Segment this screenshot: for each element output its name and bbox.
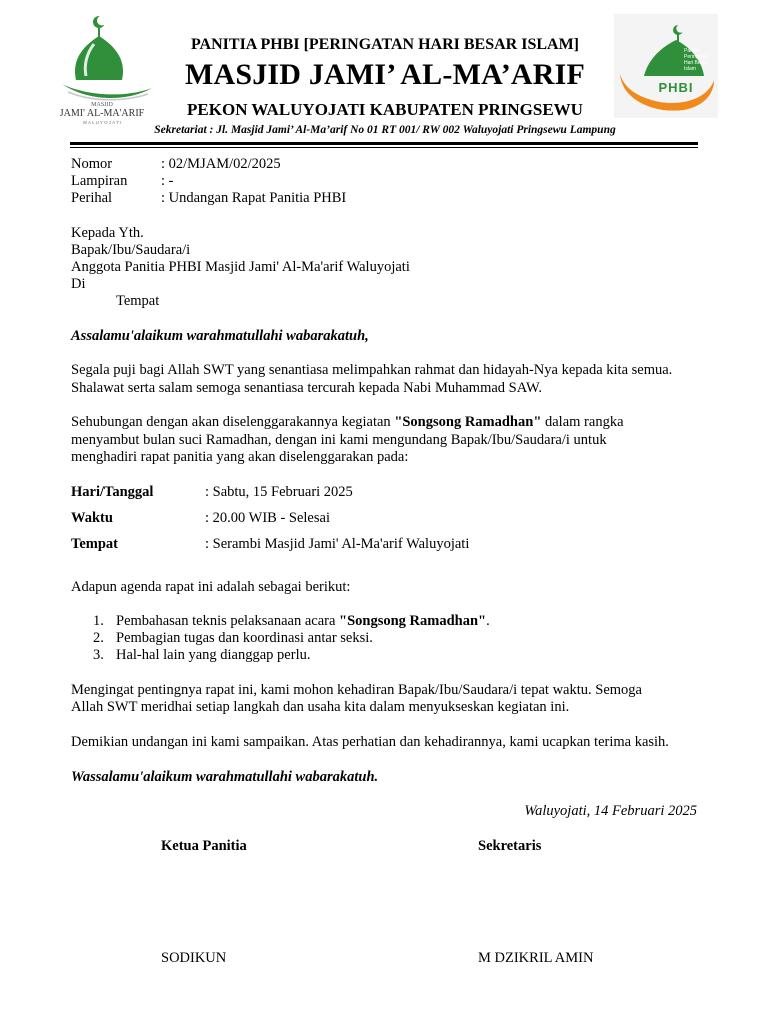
agenda-number: 3.: [93, 647, 104, 663]
meta-number-label: Nomor: [71, 156, 113, 172]
recipient-line-3: Anggota Panitia PHBI Masjid Jami' Al-Ma'arif Waluyojati: [71, 259, 410, 275]
detail-place-label: Tempat: [71, 536, 118, 552]
meta-attachment-value: : -: [161, 173, 174, 189]
paragraph-3-line-1: Mengingat pentingnya rapat ini, kami mohon kehadiran Bapak/Ibu/Saudara/i tepat waktu. Semoga: [71, 682, 642, 698]
svg-text:Hari Besar: Hari Besar: [684, 60, 708, 66]
agenda-number: 2.: [93, 630, 104, 646]
detail-date-value: : Sabtu, 15 Februari 2025: [205, 484, 353, 500]
svg-text:Islam: Islam: [684, 66, 696, 72]
paragraph-2-line-3: menghadiri rapat panitia yang akan diselenggarakan pada:: [71, 449, 409, 465]
detail-date-label: Hari/Tanggal: [71, 484, 154, 500]
detail-time-value: : 20.00 WIB - Selesai: [205, 510, 330, 526]
meta-number-value: : 02/MJAM/02/2025: [161, 156, 281, 172]
meta-attachment-label: Lampiran: [71, 173, 128, 189]
mosque-title: MASJID JAMI’ AL-MA’ARIF: [184, 58, 586, 91]
recipient-line-1: Kepada Yth.: [71, 225, 144, 241]
signature-right-name: M DZIKRIL AMIN: [478, 950, 594, 966]
event-name: "Songsong Ramadhan": [394, 414, 542, 430]
svg-text:PHBI: PHBI: [658, 80, 694, 95]
svg-text:MASJID: MASJID: [91, 102, 113, 108]
paragraph-4: Demikian undangan ini kami sampaikan. Atas perhatian dan kehadirannya, kami ucapkan terima kasih.: [71, 734, 669, 750]
agenda-intro: Adapun agenda rapat ini adalah sebagai berikut:: [71, 579, 351, 595]
place-date: Waluyojati, 14 Februari 2025: [524, 803, 697, 819]
agenda-item: Pembagian tugas dan koordinasi antar seksi.: [116, 630, 373, 646]
header-rule-thick: [70, 142, 698, 145]
signature-right-title: Sekretaris: [478, 838, 542, 854]
paragraph-2-line-2: menyambut bulan suci Ramadhan, dengan ini kami mengundang Bapak/Ibu/Saudara/i untuk: [71, 432, 607, 448]
svg-text:W A L U Y O J A T I: W A L U Y O J A T I: [82, 120, 122, 125]
svg-text:Peringatan: Peringatan: [684, 54, 709, 60]
agenda-item: Pembahasan teknis pelaksanaan acara "Songsong Ramadhan".: [116, 613, 490, 629]
paragraph-1-line-2: Shalawat serta salam semoga senantiasa tercurah kepada Nabi Muhammad SAW.: [71, 380, 543, 396]
agenda-item: Hal-hal lain yang dianggap perlu.: [116, 647, 311, 663]
agenda-number: 1.: [93, 613, 104, 629]
secretariat-address: Sekretariat : Jl. Masjid Jami’ Al-Ma’arif No 01 RT 001/ RW 002 Waluyojati Pringsewu Lampung: [154, 124, 616, 136]
signature-left-name: SODIKUN: [161, 950, 227, 966]
committee-heading: PANITIA PHBI [PERINGATAN HARI BESAR ISLAM]: [190, 36, 580, 53]
greeting: Assalamu'alaikum warahmatullahi wabarakatuh,: [71, 328, 369, 344]
signature-left-title: Ketua Panitia: [161, 838, 247, 854]
svg-text:Panitia: Panitia: [684, 48, 700, 54]
paragraph-1-line-1: Segala puji bagi Allah SWT yang senantiasa melimpahkan rahmat dan hidayah-Nya kepada kita semua.: [71, 362, 673, 378]
closing-salutation: Wassalamu'alaikum warahmatullahi wabarakatuh.: [71, 769, 379, 785]
recipient-line-2: Bapak/Ibu/Saudara/i: [71, 242, 191, 258]
header-rule-thin: [70, 147, 698, 148]
detail-place-value: : Serambi Masjid Jami' Al-Ma'arif Waluyojati: [205, 536, 470, 552]
detail-time-label: Waktu: [71, 510, 113, 526]
location-heading: PEKON WALUYOJATI KABUPATEN PRINGSEWU: [187, 100, 583, 119]
recipient-line-5: Tempat: [116, 293, 160, 309]
paragraph-3-line-2: Allah SWT meridhai setiap langkah dan usaha kita dalam menyukseskan kegiatan ini.: [71, 699, 570, 715]
meta-subject-value: : Undangan Rapat Panitia PHBI: [161, 190, 347, 206]
svg-text:JAMI' AL-MA'ARIF: JAMI' AL-MA'ARIF: [59, 108, 145, 119]
meta-subject-label: Perihal: [71, 190, 113, 206]
paragraph-2-line-1: Sehubungan dengan akan diselenggarakannya kegiatan "Songsong Ramadhan" dalam rangka: [71, 414, 624, 430]
recipient-line-4: Di: [71, 276, 86, 292]
